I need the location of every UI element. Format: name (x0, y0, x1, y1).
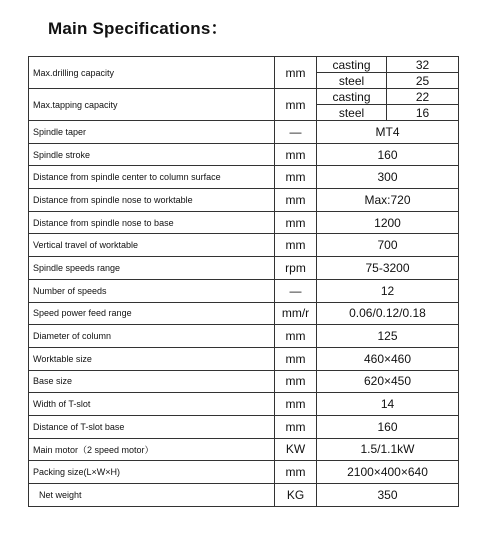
param-label: Spindle stroke (29, 143, 275, 166)
param-label: Max.tapping capacity (29, 89, 275, 121)
unit-cell: mm (275, 166, 317, 189)
material-cell: casting (317, 57, 387, 73)
material-cell: steel (317, 73, 387, 89)
unit-cell: rpm (275, 257, 317, 280)
unit-cell: mm (275, 57, 317, 89)
value-cell: 300 (317, 166, 459, 189)
unit-cell: KW (275, 438, 317, 461)
table-row (29, 393, 459, 416)
table-row (29, 166, 459, 189)
value-cell: Max:720 (317, 189, 459, 212)
param-label: Base size (29, 370, 275, 393)
unit-cell: mm (275, 370, 317, 393)
value-cell: 460×460 (317, 347, 459, 370)
param-label: Distance from spindle nose to worktable (29, 189, 275, 212)
unit-cell: mm (275, 89, 317, 121)
table-row (29, 325, 459, 348)
value-cell: 1.5/1.1kW (317, 438, 459, 461)
value-cell: 620×450 (317, 370, 459, 393)
param-label: Net weight (29, 484, 275, 507)
param-label: Vertical travel of worktable (29, 234, 275, 257)
unit-cell: mm (275, 189, 317, 212)
material-cell: steel (317, 105, 387, 121)
unit-cell: mm (275, 234, 317, 257)
unit-cell: mm (275, 325, 317, 348)
unit-cell: mm (275, 347, 317, 370)
table-row (29, 257, 459, 280)
param-label: Distance from spindle nose to base (29, 211, 275, 234)
unit-cell: mm (275, 211, 317, 234)
param-label: Worktable size (29, 347, 275, 370)
value-cell: 2100×400×640 (317, 461, 459, 484)
value-cell: 160 (317, 415, 459, 438)
table-row (29, 438, 459, 461)
value-cell: 75-3200 (317, 257, 459, 280)
table-row (29, 415, 459, 438)
table-row (29, 143, 459, 166)
table-row (29, 211, 459, 234)
unit-cell: mm (275, 461, 317, 484)
value-cell: 350 (317, 484, 459, 507)
param-label: Speed power feed range (29, 302, 275, 325)
table-row (29, 370, 459, 393)
param-label: Diameter of column (29, 325, 275, 348)
table-row (29, 302, 459, 325)
unit-cell: mm (275, 143, 317, 166)
value-cell: MT4 (317, 121, 459, 144)
param-label: Spindle speeds range (29, 257, 275, 280)
value-cell: 16 (387, 105, 459, 121)
param-label: Width of T-slot (29, 393, 275, 416)
unit-cell: mm (275, 393, 317, 416)
unit-cell: — (275, 279, 317, 302)
specifications-table (28, 56, 459, 507)
unit-cell: — (275, 121, 317, 144)
value-cell: 12 (317, 279, 459, 302)
table-row (29, 484, 459, 507)
param-label: Spindle taper (29, 121, 275, 144)
value-cell: 0.06/0.12/0.18 (317, 302, 459, 325)
value-cell: 14 (317, 393, 459, 416)
page-title: Main Specifications： (48, 19, 228, 38)
table-row (29, 189, 459, 212)
value-cell: 700 (317, 234, 459, 257)
table-row (29, 121, 459, 144)
value-cell: 1200 (317, 211, 459, 234)
unit-cell: mm/r (275, 302, 317, 325)
param-label: Distance of T-slot base (29, 415, 275, 438)
param-label: Number of speeds (29, 279, 275, 302)
value-cell: 22 (387, 89, 459, 105)
param-label: Max.drilling capacity (29, 57, 275, 89)
param-label: Main motor（2 speed motor） (29, 438, 275, 461)
unit-cell: KG (275, 484, 317, 507)
value-cell: 25 (387, 73, 459, 89)
table-row-tapping (29, 89, 459, 105)
table-row (29, 279, 459, 302)
table-row (29, 234, 459, 257)
value-cell: 125 (317, 325, 459, 348)
table-row-drilling (29, 57, 459, 73)
table-row (29, 347, 459, 370)
material-cell: casting (317, 89, 387, 105)
param-label: Distance from spindle center to column surface (29, 166, 275, 189)
param-label: Packing size(L×W×H) (29, 461, 275, 484)
value-cell: 32 (387, 57, 459, 73)
table-row (29, 461, 459, 484)
unit-cell: mm (275, 415, 317, 438)
value-cell: 160 (317, 143, 459, 166)
